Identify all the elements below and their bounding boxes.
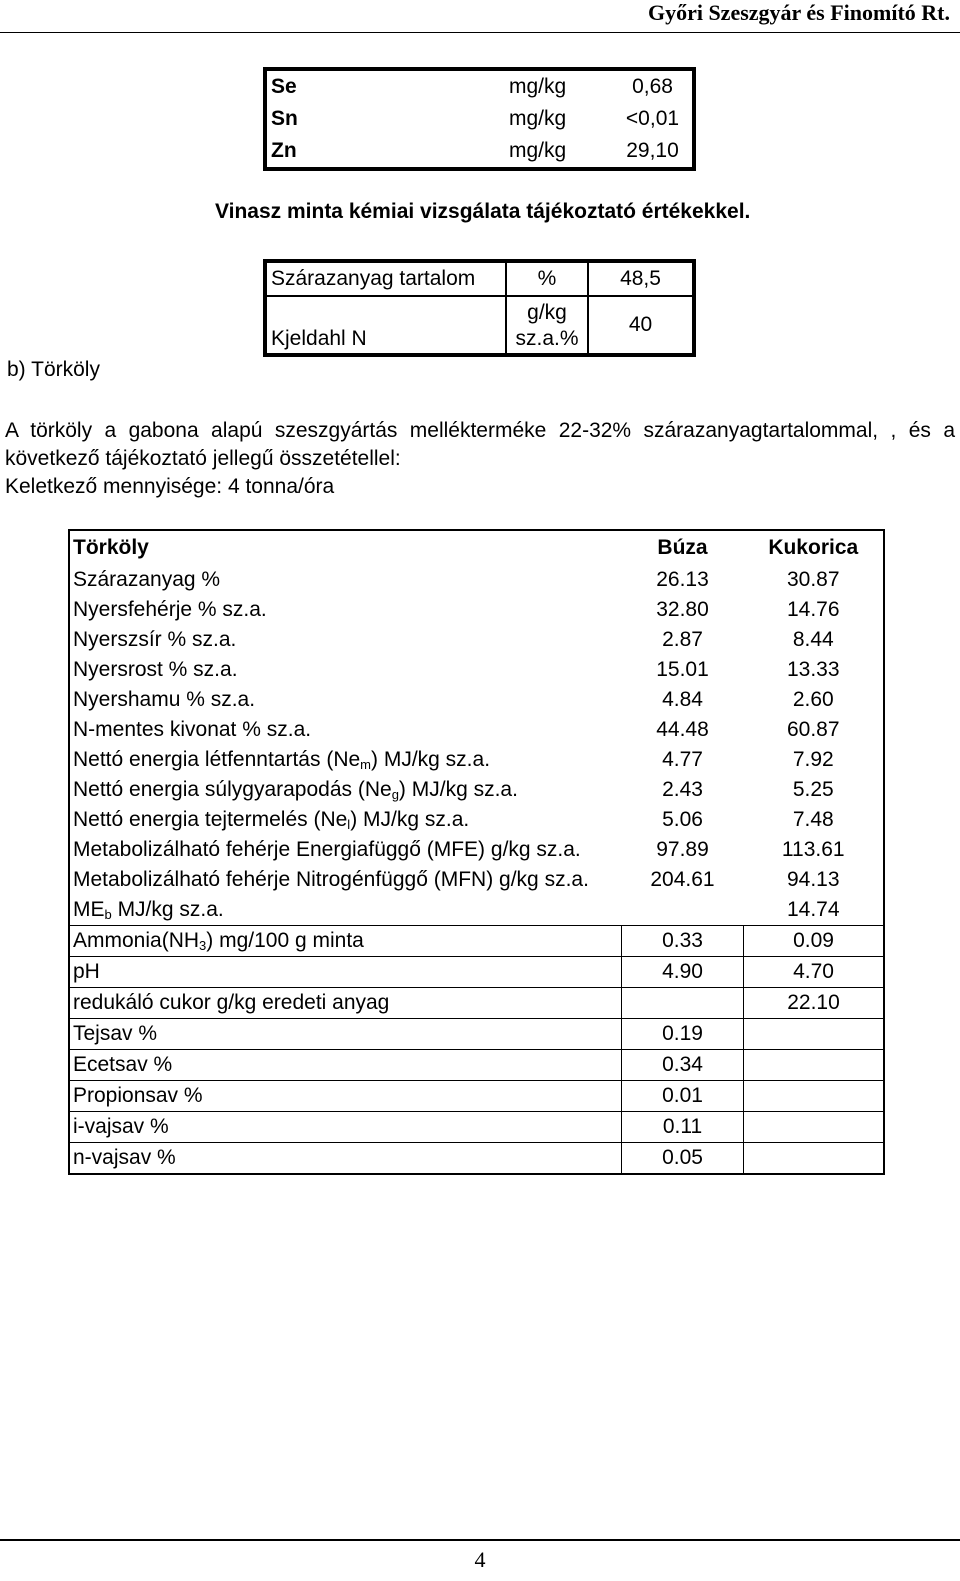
row-label: Nyerszsír % sz.a. [73, 628, 237, 651]
buza-value: 0.11 [622, 1112, 744, 1143]
label-text: ) MJ/kg sz.a. [398, 778, 518, 801]
row-label: Nyershamu % sz.a. [73, 688, 256, 711]
label-text: ) MJ/kg sz.a. [350, 808, 470, 831]
row-label: Metabolizálható fehérje Nitrogénfüggő (MFN) g/kg sz.a. [73, 868, 589, 891]
kjeldahl-unit-line1: g/kg [527, 301, 567, 324]
buza-value: 4.77 [662, 748, 703, 771]
row-label [69, 926, 622, 957]
header-rule [0, 32, 960, 33]
table-row [69, 895, 884, 926]
kjeldahl-value: 40 [588, 296, 694, 355]
buza-value: 204.61 [650, 868, 715, 891]
table-row [69, 1143, 884, 1175]
table-row [69, 1050, 884, 1081]
buza-value: 0.05 [622, 1143, 744, 1175]
row-label [69, 805, 622, 835]
element-unit: mg/kg [509, 107, 567, 130]
label-text: Nettó energia tejtermelés (Ne [73, 808, 348, 831]
table-row [69, 775, 884, 805]
element-name: Sn [271, 107, 298, 130]
table-row [69, 685, 884, 715]
row-label: Propionsav % [69, 1081, 622, 1112]
trace-elements-table [263, 67, 696, 171]
kukorica-value: 30.87 [786, 568, 840, 591]
buza-value: 15.01 [656, 658, 709, 681]
buza-value: 0.34 [622, 1050, 744, 1081]
kukorica-value: 8.44 [792, 628, 834, 651]
paragraph-line: következő tájékoztató jellegű összetétellel: [5, 447, 401, 470]
dry-matter-table [263, 259, 696, 357]
column-header-torkoly: Törköly [73, 536, 149, 559]
table-row [69, 835, 884, 865]
row-label: Tejsav % [69, 1019, 622, 1050]
header-company-name: Győri Szeszgyár és Finomító Rt. [647, 0, 950, 25]
row-label: Ecetsav % [69, 1050, 622, 1081]
kukorica-value: 14.76 [786, 598, 840, 621]
kukorica-value [744, 1081, 885, 1112]
label-text: Nettó energia súlygyarapodás (Ne [73, 778, 392, 801]
vinasz-heading: Vinasz minta kémiai vizsgálata tájékoztató értékekkel. [215, 200, 751, 223]
kukorica-value: 113.61 [781, 838, 845, 861]
table-header-row [69, 530, 884, 565]
row-label: redukáló cukor g/kg eredeti anyag [69, 988, 622, 1019]
kjeldahl-unit [506, 296, 588, 355]
kukorica-value [744, 1143, 885, 1175]
kukorica-value: 94.13 [786, 868, 840, 891]
table-row [265, 296, 694, 355]
buza-value: 32.80 [656, 598, 709, 621]
torkoly-composition-table [68, 529, 885, 1175]
section-label-torkoly: b) Törköly [7, 358, 100, 381]
element-value: 29,10 [626, 139, 679, 162]
buza-value: 26.13 [656, 568, 709, 591]
buza-value: 2.43 [662, 778, 703, 801]
element-name: Se [271, 75, 297, 98]
table-row [265, 103, 694, 135]
label-subscript: b [104, 907, 112, 922]
row-label: i-vajsav % [69, 1112, 622, 1143]
table-row [69, 745, 884, 775]
buza-value: 0.01 [622, 1081, 744, 1112]
buza-value: 5.06 [662, 808, 703, 831]
column-header-kukorica: Kukorica [768, 536, 859, 559]
kukorica-value: 22.10 [744, 988, 885, 1019]
table-row [69, 655, 884, 685]
buza-value: 0.33 [622, 926, 744, 957]
label-subscript: g [391, 787, 399, 802]
dry-matter-unit: % [506, 261, 588, 296]
element-name: Zn [271, 139, 297, 162]
label-text: ) MJ/kg sz.a. [371, 748, 491, 771]
table-row [265, 69, 694, 103]
row-label: Nyersrost % sz.a. [73, 658, 238, 681]
table-row [69, 926, 884, 957]
description-paragraph [5, 417, 955, 501]
table-row [69, 1019, 884, 1050]
page-number: 4 [474, 1547, 486, 1572]
table-row [69, 1112, 884, 1143]
kukorica-value: 7.92 [792, 748, 834, 771]
row-label [69, 895, 622, 926]
paragraph-line: A törköly a gabona alapú szeszgyártás mellékterméke 22-32% szárazanyagtartalommal, , és a [5, 419, 955, 442]
buza-value: 4.90 [622, 957, 744, 988]
row-label [69, 775, 622, 805]
kjeldahl-label: Kjeldahl N [271, 327, 367, 350]
column-header-buza: Búza [657, 536, 708, 559]
buza-value: 0.19 [622, 1019, 744, 1050]
kjeldahl-unit-line2: sz.a.% [515, 327, 579, 350]
label-text: MJ/kg sz.a. [111, 898, 224, 921]
label-subscript: m [360, 757, 372, 772]
element-value: 0,68 [632, 75, 673, 98]
row-label: Metabolizálható fehérje Energiafüggő (MFE) g/kg sz.a. [73, 838, 581, 861]
buza-value: 97.89 [656, 838, 709, 861]
paragraph-line: Keletkező mennyisége: 4 tonna/óra [5, 475, 335, 498]
buza-value [622, 988, 744, 1019]
kukorica-value: 2.60 [792, 688, 834, 711]
buza-value: 44.48 [656, 718, 709, 741]
table-row [69, 625, 884, 655]
element-unit: mg/kg [509, 139, 567, 162]
label-text: Ammonia(NH [73, 929, 200, 952]
table-row [69, 595, 884, 625]
row-label: Nyersfehérje % sz.a. [73, 598, 267, 621]
row-label: pH [69, 957, 622, 988]
kukorica-value [744, 1050, 885, 1081]
kukorica-value: 60.87 [786, 718, 840, 741]
row-label: Szárazanyag % [73, 568, 221, 591]
label-text: ME [73, 898, 105, 921]
row-label: N-mentes kivonat % sz.a. [73, 718, 312, 741]
label-subscript: l [347, 817, 351, 832]
buza-value: 4.84 [662, 688, 703, 711]
kukorica-value: 13.33 [786, 658, 840, 681]
dry-matter-value: 48,5 [588, 261, 694, 296]
label-subscript: 3 [199, 938, 207, 953]
kukorica-value [744, 1019, 885, 1050]
table-row [69, 988, 884, 1019]
row-label: n-vajsav % [69, 1143, 622, 1175]
table-row [69, 805, 884, 835]
footer-rule [0, 1539, 960, 1541]
kukorica-value [744, 1112, 885, 1143]
table-row [265, 261, 694, 296]
table-row [69, 715, 884, 745]
table-row [69, 865, 884, 895]
table-row [69, 565, 884, 595]
label-text: Nettó energia létfenntartás (Ne [73, 748, 361, 771]
element-value: <0,01 [625, 107, 680, 130]
kukorica-value: 0.09 [744, 926, 885, 957]
kukorica-value: 5.25 [792, 778, 834, 801]
element-unit: mg/kg [509, 75, 567, 98]
table-row [69, 1081, 884, 1112]
kukorica-value: 4.70 [744, 957, 885, 988]
dry-matter-label: Szárazanyag tartalom [265, 261, 506, 296]
kukorica-value: 14.74 [786, 898, 840, 921]
row-label [69, 745, 622, 775]
kukorica-value: 7.48 [792, 808, 834, 831]
label-text: ) mg/100 g minta [206, 929, 364, 952]
table-row [265, 135, 694, 169]
buza-value: 2.87 [662, 628, 703, 651]
table-row [69, 957, 884, 988]
buza-value [622, 895, 744, 926]
